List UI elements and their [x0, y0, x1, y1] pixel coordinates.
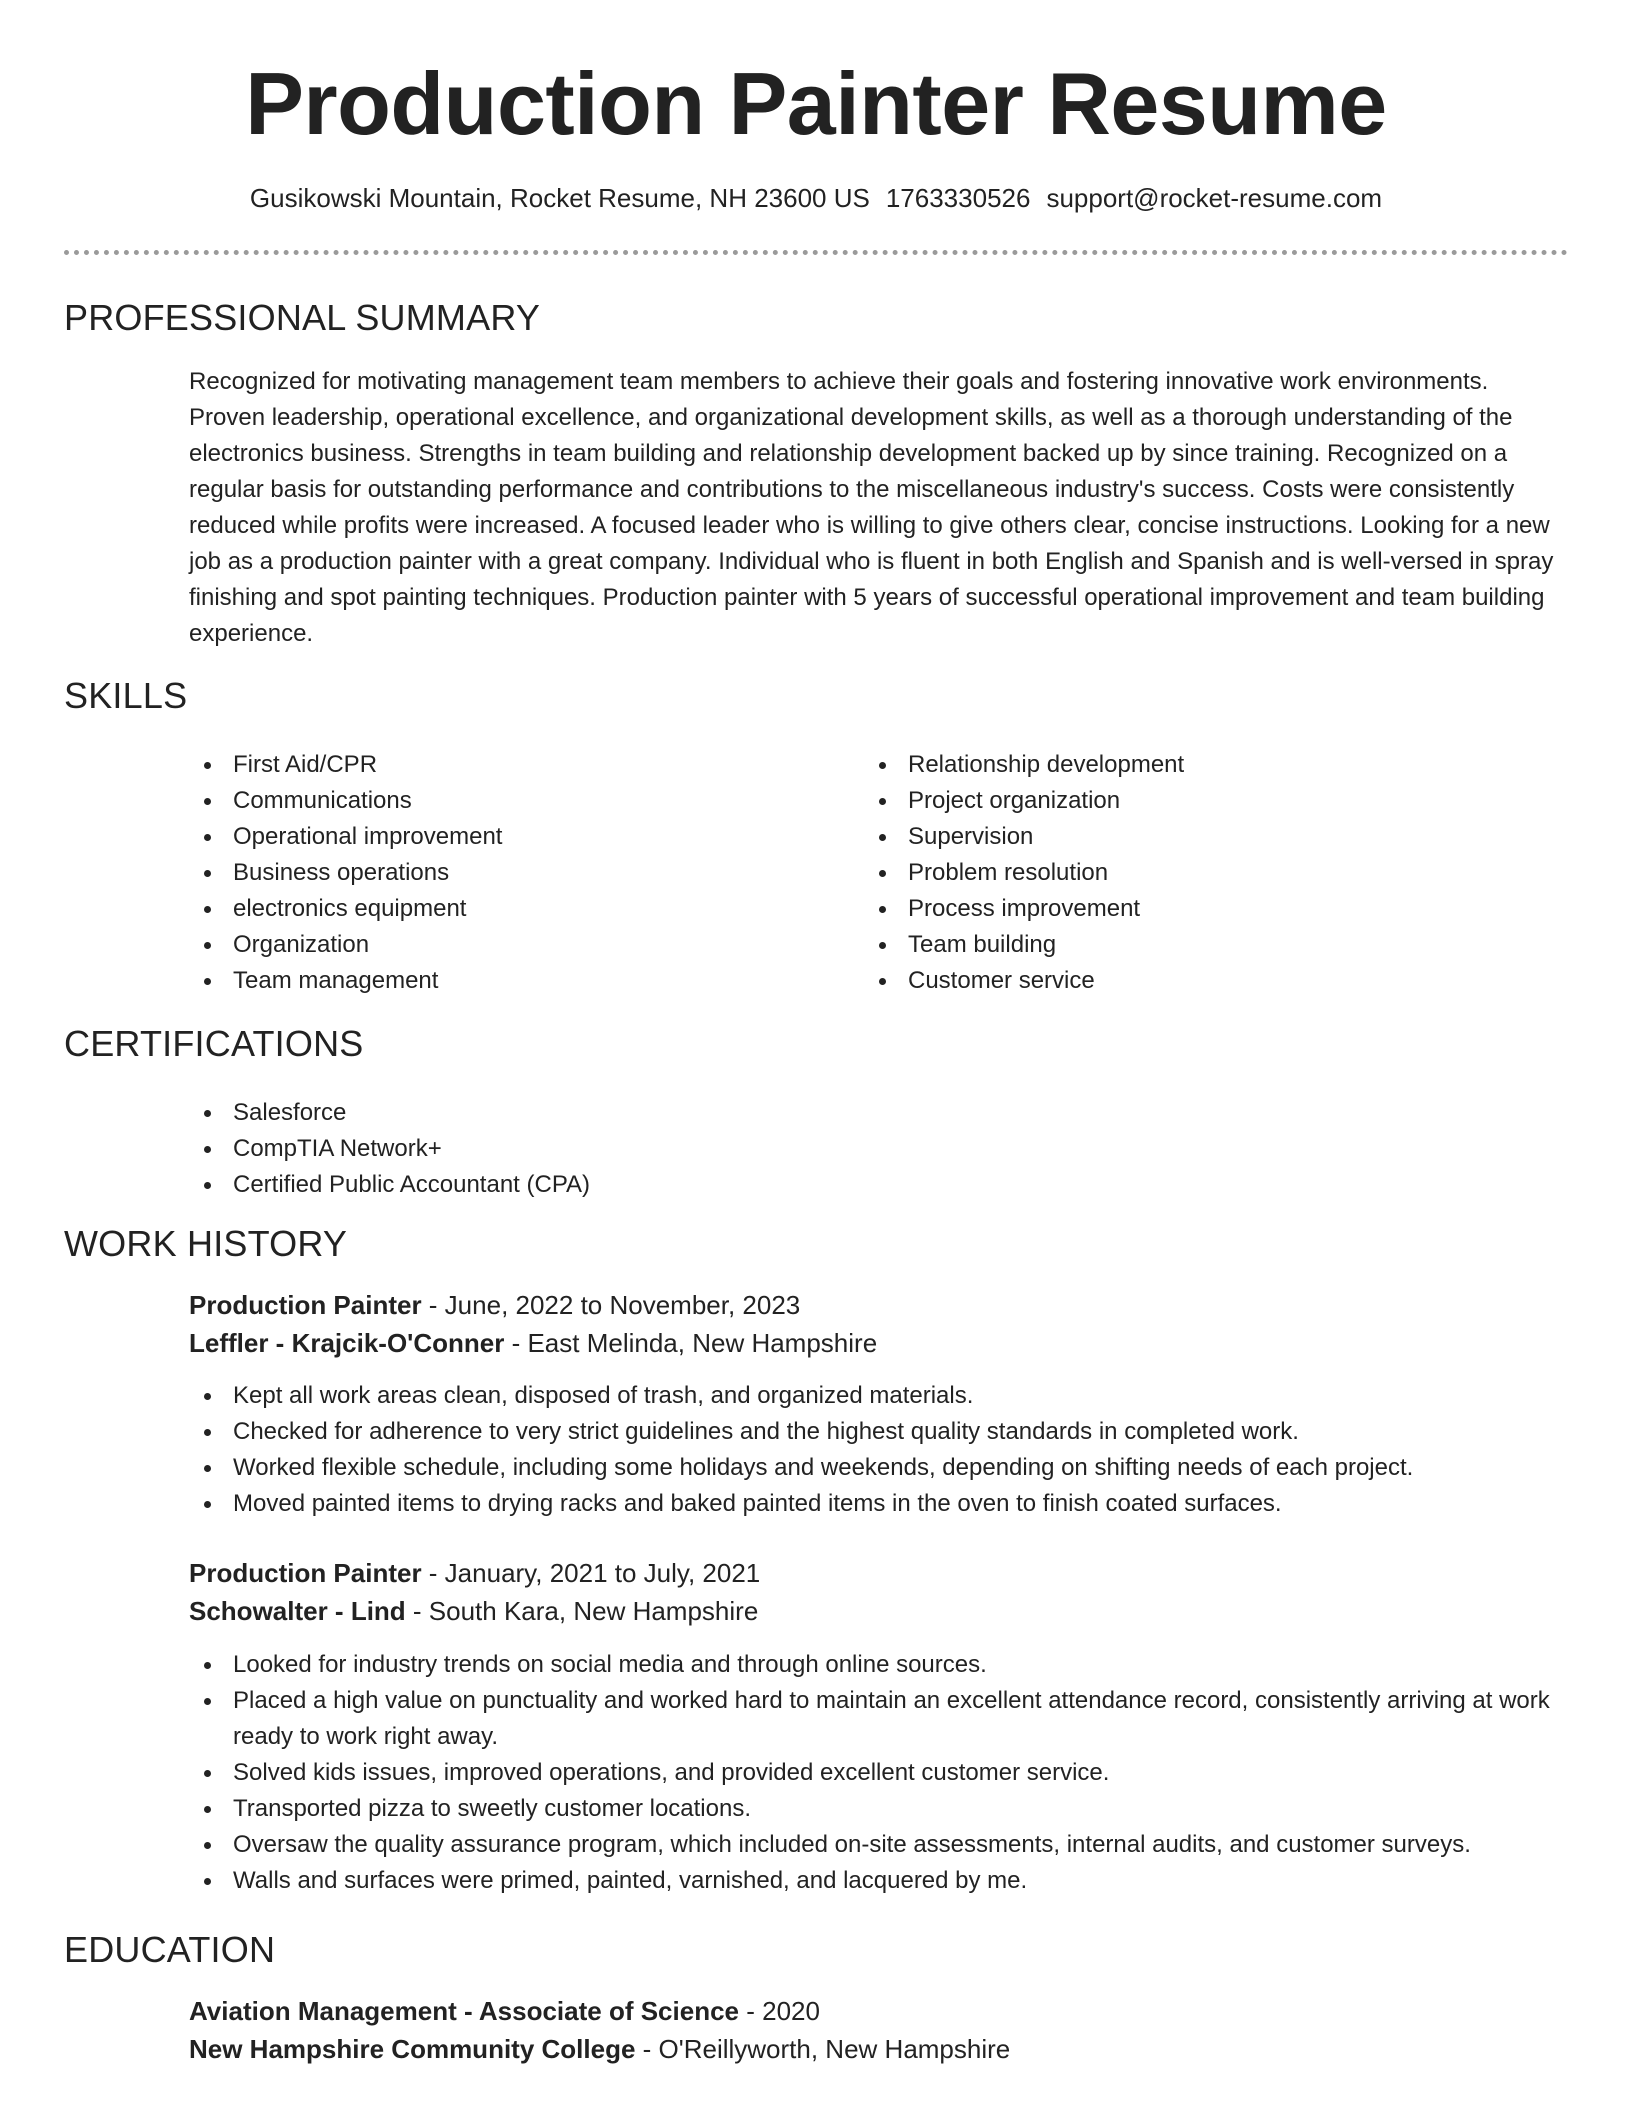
skill-item: Project organization [864, 783, 1504, 819]
skills-heading: SKILLS [64, 675, 188, 716]
job-bullets [189, 1378, 1569, 1522]
skill-item: Supervision [864, 819, 1504, 855]
job-dates: - June, 2022 to November, 2023 [421, 1290, 801, 1320]
resume-title: Production Painter Resume [245, 54, 1387, 153]
job-company: Leffler - Krajcik-O'Conner [189, 1328, 505, 1358]
skill-item: electronics equipment [189, 891, 829, 927]
job-bullets [189, 1647, 1569, 1899]
job-title: Production Painter [189, 1290, 422, 1320]
certification-item: CompTIA Network+ [189, 1131, 1089, 1167]
job-bullet: Moved painted items to drying racks and baked painted items in the oven to finish coated surfaces. [189, 1486, 1569, 1522]
education-year: - 2020 [739, 1996, 820, 2026]
job-bullet: Placed a high value on punctuality and worked hard to maintain an excellent attendance record, consistently arriving at work ready to work right away. [189, 1683, 1569, 1755]
certifications-heading: CERTIFICATIONS [64, 1023, 364, 1064]
education-location: - O'Reillyworth, New Hampshire [635, 2034, 1011, 2064]
skill-item: First Aid/CPR [189, 747, 829, 783]
job-location: - South Kara, New Hampshire [405, 1596, 759, 1626]
education-school: New Hampshire Community College [189, 2034, 636, 2064]
job-bullet: Walls and surfaces were primed, painted, varnished, and lacquered by me. [189, 1863, 1569, 1899]
job-company-line [189, 1592, 758, 1630]
contact-line [0, 180, 1632, 216]
skill-item: Team management [189, 963, 829, 999]
work-history-heading: WORK HISTORY [64, 1223, 348, 1264]
skill-item: Business operations [189, 855, 829, 891]
summary-text: Recognized for motivating management team members to achieve their goals and fostering innovative work environments. Proven leadership, operational excellence, and organizational development skills, as well as a thorough understanding of the electronics business. Strengths in team building and relationship development backed up by since training. Recognized on a regular basis for outstanding performance and contributions to the miscellaneous industry's success. Costs were consistently reduced while profits were increased. A focused leader who is willing to give others clear, concise instructions. Looking for a new job as a production painter with a great company. Individual who is fluent in both English and Spanish and is well-versed in spray finishing and spot painting techniques. Production painter with 5 years of successful operational improvement and team building experience. [189, 368, 1554, 647]
skill-item: Organization [189, 927, 829, 963]
job-bullet: Kept all work areas clean, disposed of trash, and organized materials. [189, 1378, 1569, 1414]
skill-item: Operational improvement [189, 819, 829, 855]
job-bullet: Transported pizza to sweetly customer locations. [189, 1791, 1569, 1827]
education-school-line [189, 2030, 1010, 2068]
job-company: Schowalter - Lind [189, 1596, 406, 1626]
certification-item: Salesforce [189, 1095, 1089, 1131]
skill-item: Process improvement [864, 891, 1504, 927]
job-title: Production Painter [189, 1558, 422, 1588]
skill-item: Problem resolution [864, 855, 1504, 891]
job-title-line [189, 1554, 760, 1592]
job-bullet: Worked flexible schedule, including some holidays and weekends, depending on shifting needs of each project. [189, 1450, 1569, 1486]
job-bullet: Oversaw the quality assurance program, which included on-site assessments, internal audits, and customer surveys. [189, 1827, 1569, 1863]
header-divider [64, 250, 1568, 255]
skill-item: Communications [189, 783, 829, 819]
job-company-line [189, 1324, 877, 1362]
education-degree: Aviation Management - Associate of Science [189, 1996, 739, 2026]
job-bullet: Solved kids issues, improved operations, and provided excellent customer service. [189, 1755, 1569, 1791]
contact-address: Gusikowski Mountain, Rocket Resume, NH 23600 US [249, 183, 870, 213]
skill-item: Team building [864, 927, 1504, 963]
contact-email: support@rocket-resume.com [1046, 183, 1383, 213]
education-degree-line [189, 1992, 820, 2030]
skill-item: Customer service [864, 963, 1504, 999]
skill-item: Relationship development [864, 747, 1504, 783]
job-bullet: Checked for adherence to very strict guidelines and the highest quality standards in completed work. [189, 1414, 1569, 1450]
summary-heading: PROFESSIONAL SUMMARY [64, 297, 541, 338]
job-bullet: Looked for industry trends on social media and through online sources. [189, 1647, 1569, 1683]
certifications-list [189, 1095, 1089, 1203]
contact-phone: 1763330526 [885, 183, 1031, 213]
job-title-line [189, 1286, 800, 1324]
skills-list-left [189, 747, 829, 999]
certification-item: Certified Public Accountant (CPA) [189, 1167, 1089, 1203]
skills-list-right [864, 747, 1504, 999]
job-location: - East Melinda, New Hampshire [504, 1328, 878, 1358]
education-heading: EDUCATION [64, 1929, 276, 1970]
job-dates: - January, 2021 to July, 2021 [421, 1558, 761, 1588]
